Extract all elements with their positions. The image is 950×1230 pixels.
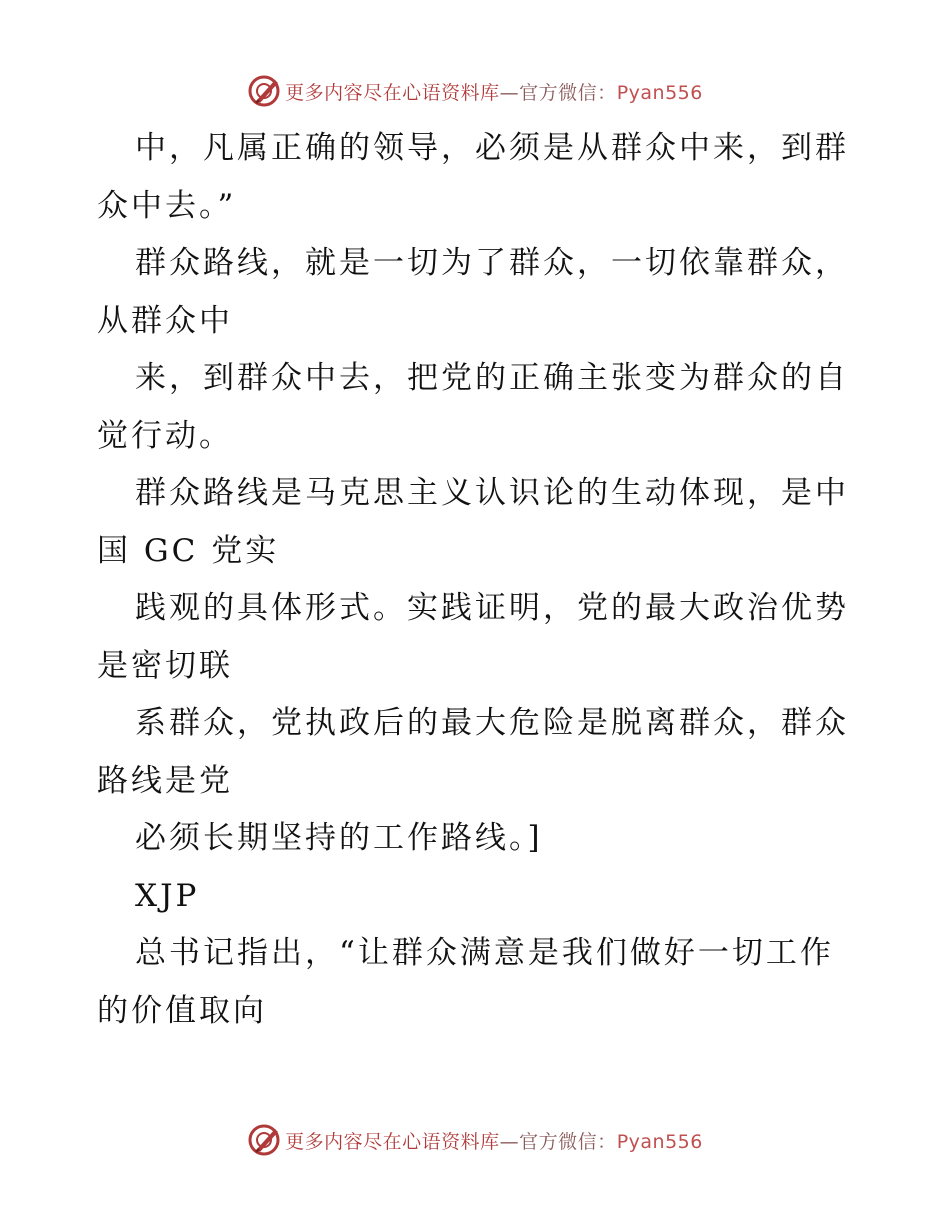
banner-official-label: 官方微信： bbox=[519, 1130, 617, 1153]
text-line: 觉行动。 bbox=[97, 417, 233, 454]
logo-icon bbox=[247, 1123, 281, 1157]
text-line: 国 GC 党实 bbox=[97, 532, 280, 569]
text-line: 群众路线是马克思主义认识论的生动体现，是中 bbox=[135, 475, 849, 511]
banner-main-text: 更多内容尽在心语资料库 bbox=[285, 1130, 500, 1153]
text-line: 的价值取向 bbox=[97, 992, 267, 1029]
text-line: 是密切联 bbox=[97, 647, 233, 684]
banner-text bbox=[285, 78, 703, 105]
banner-wechat-id: Pyan556 bbox=[616, 1130, 703, 1153]
text-line: 从群众中 bbox=[97, 302, 233, 339]
text-line: 众中去。” bbox=[97, 187, 237, 224]
text-line: 路线是党 bbox=[97, 762, 233, 799]
document-body bbox=[97, 120, 867, 1040]
text-line: 必须长期坚持的工作路线。] bbox=[135, 820, 543, 856]
text-line: 总书记指出，“让群众满意是我们做好一切工作 bbox=[135, 935, 834, 971]
banner-text bbox=[285, 1127, 703, 1154]
footer-banner bbox=[0, 1120, 950, 1160]
banner-separator: — bbox=[499, 81, 520, 104]
text-line: 群众路线，就是一切为了群众，一切依靠群众， bbox=[135, 245, 849, 281]
text-line: 来，到群众中去，把党的正确主张变为群众的自 bbox=[135, 360, 849, 396]
text-line: 系群众，党执政后的最大危险是脱离群众，群众 bbox=[135, 705, 849, 741]
text-line: 践观的具体形式。实践证明，党的最大政治优势 bbox=[135, 590, 849, 626]
banner-wechat-id: Pyan556 bbox=[616, 81, 703, 104]
banner-official-label: 官方微信： bbox=[519, 81, 617, 104]
header-banner bbox=[0, 71, 950, 111]
banner-main-text: 更多内容尽在心语资料库 bbox=[285, 81, 500, 104]
banner-separator: — bbox=[499, 1130, 520, 1153]
logo-icon bbox=[247, 74, 281, 108]
text-line: XJP bbox=[135, 877, 200, 914]
text-line: 中，凡属正确的领导，必须是从群众中来，到群 bbox=[135, 130, 849, 166]
